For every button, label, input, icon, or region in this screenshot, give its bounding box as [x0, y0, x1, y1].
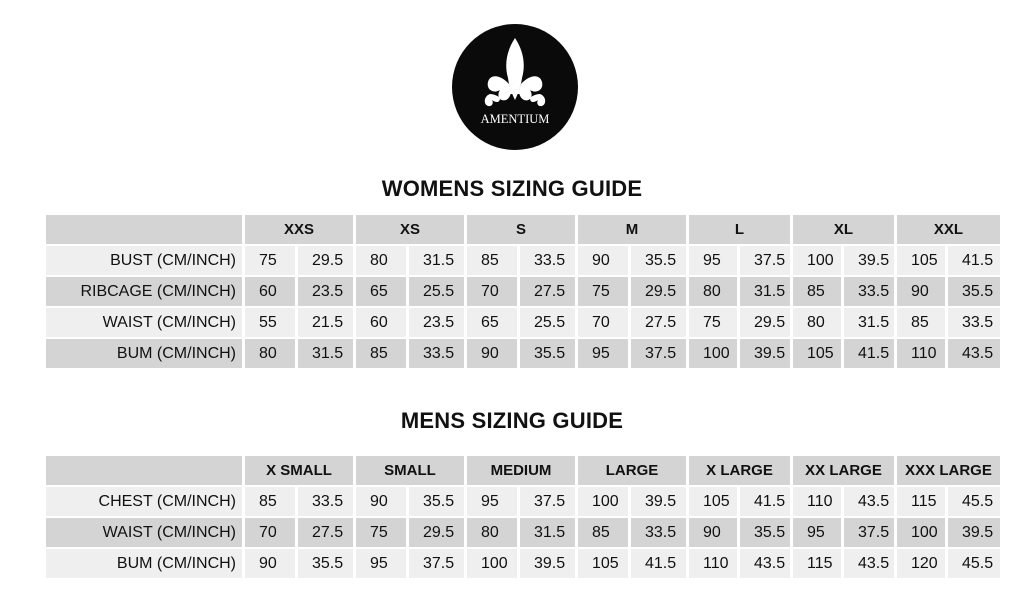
inch-value: 31.5 — [844, 308, 894, 337]
inch-value: 33.5 — [631, 518, 686, 547]
cm-value: 85 — [793, 277, 841, 306]
cm-value: 80 — [245, 339, 295, 368]
cm-value: 75 — [245, 246, 295, 275]
cm-value: 95 — [467, 487, 517, 516]
measurement-label: BUM (CM/INCH) — [46, 339, 242, 368]
cm-value: 90 — [578, 246, 628, 275]
inch-value: 41.5 — [740, 487, 790, 516]
inch-value: 31.5 — [520, 518, 575, 547]
inch-value: 37.5 — [520, 487, 575, 516]
inch-value: 33.5 — [298, 487, 353, 516]
inch-value: 41.5 — [631, 549, 686, 578]
measurement-row — [46, 246, 1000, 275]
inch-value: 29.5 — [631, 277, 686, 306]
inch-value: 43.5 — [740, 549, 790, 578]
inch-value: 21.5 — [298, 308, 353, 337]
cm-value: 85 — [356, 339, 406, 368]
inch-value: 35.5 — [520, 339, 575, 368]
cm-value: 70 — [467, 277, 517, 306]
size-header-row — [46, 215, 1000, 244]
cm-value: 75 — [578, 277, 628, 306]
inch-value: 31.5 — [409, 246, 464, 275]
inch-value: 35.5 — [631, 246, 686, 275]
size-header: S — [467, 215, 575, 244]
measurement-label: WAIST (CM/INCH) — [46, 308, 242, 337]
brand-logo — [452, 24, 578, 150]
cm-value: 80 — [689, 277, 737, 306]
size-header: SMALL — [356, 456, 464, 485]
inch-value: 43.5 — [844, 549, 894, 578]
size-header: X SMALL — [245, 456, 353, 485]
cm-value: 65 — [356, 277, 406, 306]
inch-value: 23.5 — [298, 277, 353, 306]
cm-value: 60 — [356, 308, 406, 337]
inch-value: 27.5 — [520, 277, 575, 306]
inch-value: 27.5 — [298, 518, 353, 547]
cm-value: 100 — [467, 549, 517, 578]
inch-value: 29.5 — [409, 518, 464, 547]
womens-title: WOMENS SIZING GUIDE — [381, 176, 643, 201]
inch-value: 25.5 — [520, 308, 575, 337]
inch-value: 33.5 — [520, 246, 575, 275]
cm-value: 115 — [897, 487, 945, 516]
size-header: LARGE — [578, 456, 686, 485]
cm-value: 100 — [578, 487, 628, 516]
cm-value: 80 — [793, 308, 841, 337]
cm-value: 100 — [689, 339, 737, 368]
inch-value: 35.5 — [298, 549, 353, 578]
inch-value: 33.5 — [844, 277, 894, 306]
measurement-row — [46, 308, 1000, 337]
measurement-row — [46, 339, 1000, 368]
size-header: XS — [356, 215, 464, 244]
size-header: XXL — [897, 215, 1000, 244]
measurement-row — [46, 549, 1000, 578]
cm-value: 90 — [356, 487, 406, 516]
cm-value: 95 — [689, 246, 737, 275]
inch-value: 41.5 — [844, 339, 894, 368]
inch-value: 43.5 — [844, 487, 894, 516]
size-header: XX LARGE — [793, 456, 894, 485]
cm-value: 100 — [897, 518, 945, 547]
inch-value: 37.5 — [631, 339, 686, 368]
cm-value: 85 — [578, 518, 628, 547]
inch-value: 31.5 — [298, 339, 353, 368]
inch-value: 35.5 — [948, 277, 1000, 306]
cm-value: 110 — [793, 487, 841, 516]
size-header-row — [46, 456, 1000, 485]
size-header: MEDIUM — [467, 456, 575, 485]
mens-title: MENS SIZING GUIDE — [400, 408, 624, 433]
cm-value: 90 — [245, 549, 295, 578]
inch-value: 37.5 — [844, 518, 894, 547]
cm-value: 105 — [793, 339, 841, 368]
cm-value: 60 — [245, 277, 295, 306]
inch-value: 25.5 — [409, 277, 464, 306]
inch-value: 39.5 — [520, 549, 575, 578]
mens-size-table — [43, 454, 1003, 580]
size-header: M — [578, 215, 686, 244]
cm-value: 80 — [467, 518, 517, 547]
cm-value: 90 — [689, 518, 737, 547]
inch-value: 39.5 — [844, 246, 894, 275]
inch-value: 29.5 — [298, 246, 353, 275]
inch-value: 27.5 — [631, 308, 686, 337]
inch-value: 37.5 — [409, 549, 464, 578]
inch-value: 35.5 — [740, 518, 790, 547]
cm-value: 85 — [467, 246, 517, 275]
measurement-label: BUST (CM/INCH) — [46, 246, 242, 275]
inch-value: 45.5 — [948, 549, 1000, 578]
cm-value: 85 — [245, 487, 295, 516]
inch-value: 39.5 — [631, 487, 686, 516]
cm-value: 90 — [467, 339, 517, 368]
cm-value: 75 — [356, 518, 406, 547]
inch-value: 33.5 — [409, 339, 464, 368]
inch-value: 41.5 — [948, 246, 1000, 275]
cm-value: 85 — [897, 308, 945, 337]
cm-value: 110 — [689, 549, 737, 578]
cm-value: 120 — [897, 549, 945, 578]
inch-value: 31.5 — [740, 277, 790, 306]
cm-value: 115 — [793, 549, 841, 578]
size-header: X LARGE — [689, 456, 790, 485]
measurement-row — [46, 487, 1000, 516]
size-header: XL — [793, 215, 894, 244]
inch-value: 45.5 — [948, 487, 1000, 516]
measurement-label: RIBCAGE (CM/INCH) — [46, 277, 242, 306]
cm-value: 105 — [897, 246, 945, 275]
measurement-label: CHEST (CM/INCH) — [46, 487, 242, 516]
cm-value: 70 — [245, 518, 295, 547]
measurement-label: WAIST (CM/INCH) — [46, 518, 242, 547]
header-corner — [46, 215, 242, 244]
inch-value: 23.5 — [409, 308, 464, 337]
inch-value: 35.5 — [409, 487, 464, 516]
cm-value: 110 — [897, 339, 945, 368]
measurement-row — [46, 518, 1000, 547]
cm-value: 55 — [245, 308, 295, 337]
inch-value: 43.5 — [948, 339, 1000, 368]
inch-value: 37.5 — [740, 246, 790, 275]
cm-value: 70 — [578, 308, 628, 337]
cm-value: 65 — [467, 308, 517, 337]
cm-value: 105 — [689, 487, 737, 516]
cm-value: 95 — [356, 549, 406, 578]
brand-name: AMENTIUM — [480, 112, 550, 126]
womens-size-table — [43, 213, 1003, 370]
cm-value: 95 — [793, 518, 841, 547]
inch-value: 29.5 — [740, 308, 790, 337]
cm-value: 80 — [356, 246, 406, 275]
cm-value: 105 — [578, 549, 628, 578]
measurement-row — [46, 277, 1000, 306]
inch-value: 33.5 — [948, 308, 1000, 337]
cm-value: 100 — [793, 246, 841, 275]
measurement-label: BUM (CM/INCH) — [46, 549, 242, 578]
cm-value: 75 — [689, 308, 737, 337]
header-corner — [46, 456, 242, 485]
cm-value: 95 — [578, 339, 628, 368]
cm-value: 90 — [897, 277, 945, 306]
inch-value: 39.5 — [740, 339, 790, 368]
inch-value: 39.5 — [948, 518, 1000, 547]
size-header: XXS — [245, 215, 353, 244]
size-header: XXX LARGE — [897, 456, 1000, 485]
size-header: L — [689, 215, 790, 244]
